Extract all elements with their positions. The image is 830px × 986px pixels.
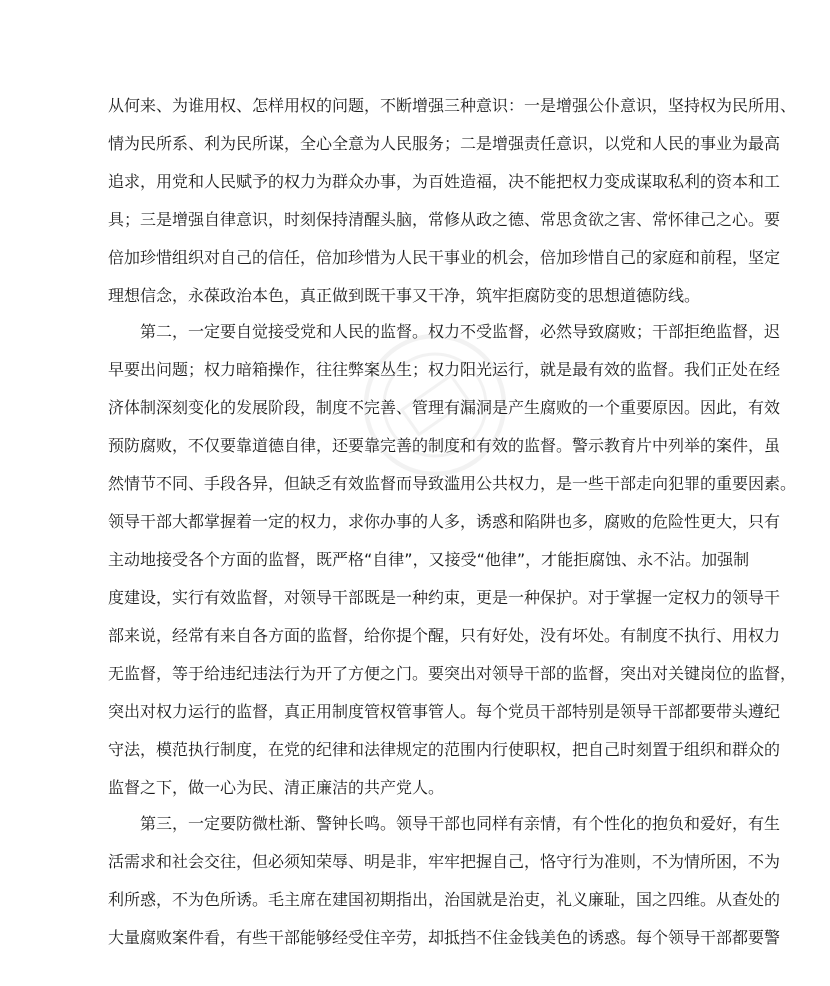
paragraph-line: 理想信念，永葆政治本色，真正做到既干事又干净，筑牢拒腐防变的思想道德防线。 [108,286,701,305]
paragraph-line: 活需求和社会交往，但必须知荣辱、明是非，牢牢把握自己，恪守行为准则，不为情所困，不为 [108,852,781,871]
paragraph-line: 早要出问题；权力暗箱操作，往往弊案丛生；权力阳光运行，就是最有效的监督。我们正处在经 [108,360,781,379]
paragraph-line: 大量腐败案件看，有些干部能够经受住辛劳，却抵挡不住金钱美色的诱惑。每个领导干部都要警 [108,928,781,947]
paragraph-line: 领导干部大都掌握着一定的权力，求你办事的人多，诱惑和陷阱也多，腐败的危险性更大，只有 [108,512,781,531]
paragraph-line: 倍加珍惜组织对自己的信任，倍加珍惜为人民干事业的机会，倍加珍惜自己的家庭和前程，坚定 [108,248,781,267]
paragraph-line: 守法，模范执行制度，在党的纪律和法律规定的范围内行使职权，把自己时刻置于组织和群众的 [108,740,781,759]
paragraph-line: 追求，用党和人民赋予的权力为群众办事，为百姓造福，决不能把权力变成谋取私利的资本和工 [108,172,781,191]
paragraph-line: 济体制深刻变化的发展阶段，制度不完善、管理有漏洞是产生腐败的一个重要原因。因此，有效 [108,398,781,417]
paragraph-line: 监督之下，做一心为民、清正廉洁的共产党人。 [108,778,445,797]
paragraph-line: 情为民所系、利为民所谋，全心全意为人民服务；二是增强责任意识，以党和人民的事业为最高 [108,134,781,153]
paragraph-line: 主动地接受各个方面的监督，既严格“自律”，又接受“他律”，才能拒腐蚀、永不沾。加强制 [108,550,750,569]
paragraph-line: 预防腐败，不仅要靠道德自律，还要靠完善的制度和有效的监督。警示教育片中列举的案件，虽 [108,436,781,455]
paragraph-line: 突出对权力运行的监督，真正用制度管权管事管人。每个党员干部特别是领导干部都要带头遵纪 [108,702,781,721]
paragraph-line: 部来说，经常有来自各方面的监督，给你提个醒，只有好处，没有坏处。有制度不执行、用权力 [108,626,781,645]
paragraph-line: 具；三是增强自律意识，时刻保持清醒头脑，常修从政之德、常思贪欲之害、常怀律己之心。要 [108,210,781,229]
paragraph-line: 无监督，等于给违纪违法行为开了方便之门。要突出对领导干部的监督，突出对关键岗位的监督， [108,664,797,683]
paragraph-line: 从何来、为谁用权、怎样用权的问题，不断增强三种意识：一是增强公仆意识，坚持权为民所用、 [108,96,797,115]
paragraph-line: 利所惑，不为色所诱。毛主席在建国初期指出，治国就是治吏，礼义廉耻，国之四维。从查处的 [108,890,781,909]
paragraph-line: 然情节不同、手段各异，但缺乏有效监督而导致滥用公共权力，是一些干部走向犯罪的重要因素。 [108,474,797,493]
paragraph-line: 度建设，实行有效监督，对领导干部既是一种约束，更是一种保护。对于掌握一定权力的领导干 [108,588,781,607]
paragraph-line: 第二，一定要自觉接受党和人民的监督。权力不受监督，必然导致腐败；干部拒绝监督，迟 [140,322,781,341]
paragraph-line: 第三，一定要防微杜渐、警钟长鸣。领导干部也同样有亲情，有个性化的抱负和爱好，有生 [140,814,781,833]
